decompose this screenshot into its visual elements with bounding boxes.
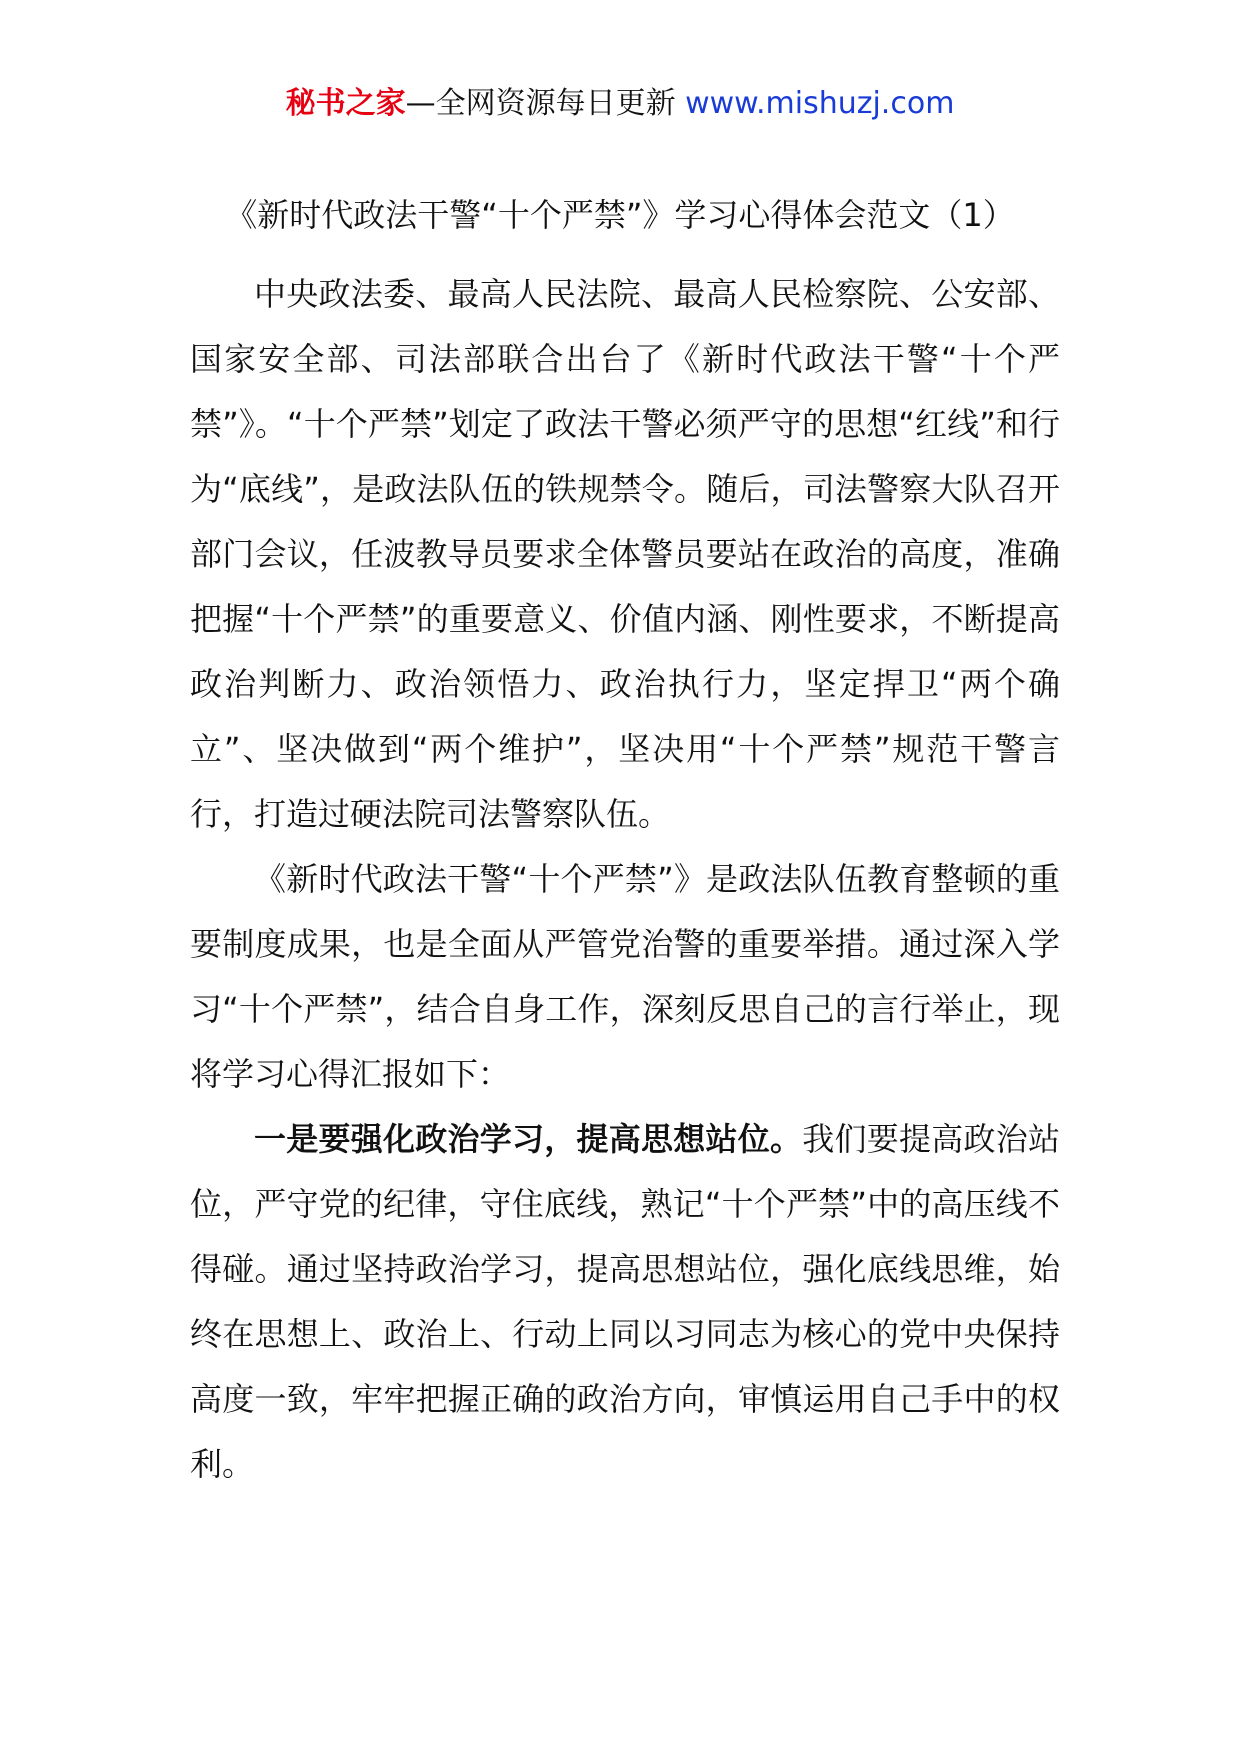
document-title: 《新时代政法干警“十个严禁”》学习心得体会范文（1） <box>225 196 1015 234</box>
paragraph-1 <box>190 262 1060 847</box>
paragraph-3-lead: 一是要强化政治学习，提高思想站位。 <box>254 1120 803 1158</box>
site-url-link[interactable]: www.mishuzj.com <box>675 86 955 121</box>
site-tagline: —全网资源每日更新 <box>405 86 676 121</box>
paragraph-2 <box>190 847 1060 1107</box>
site-brand: 秘书之家 <box>285 86 406 121</box>
document-body <box>190 262 1060 1497</box>
paragraph-3-text: 我们要提高政治站位，严守党的纪律，守住底线，熟记“十个严禁”中的高压线不得碰。通过坚持政治学习，提高思想站位，强化底线思维，始终在思想上、政治上、行动上同以习同志为核心的党中央保持高度一致，牢牢把握正确的政治方向，审慎运用自己手中的权利。 <box>190 1120 1060 1483</box>
paragraph-3 <box>190 1107 1060 1497</box>
paragraph-2-text: 《新时代政法干警“十个严禁”》是政法队伍教育整顿的重要制度成果，也是全面从严管党治警的重要举措。通过深入学习“十个严禁”，结合自身工作，深刻反思自己的言行举止，现将学习心得汇报如下： <box>190 860 1060 1093</box>
paragraph-1-text: 中央政法委、最高人民法院、最高人民检察院、公安部、国家安全部、司法部联合出台了《新时代政法干警“十个严禁”》。“十个严禁”划定了政法干警必须严守的思想“红线”和行为“底线”，是政法队伍的铁规禁令。随后，司法警察大队召开部门会议，任波教导员要求全体警员要站在政治的高度，准确把握“十个严禁”的重要意义、价值内涵、刚性要求，不断提高政治判断力、政治领悟力、政治执行力，坚定捍卫“两个确立”、坚决做到“两个维护”，坚决用“十个严禁”规范干警言行，打造过硬法院司法警察队伍。 <box>190 275 1060 833</box>
site-header <box>0 84 1240 124</box>
